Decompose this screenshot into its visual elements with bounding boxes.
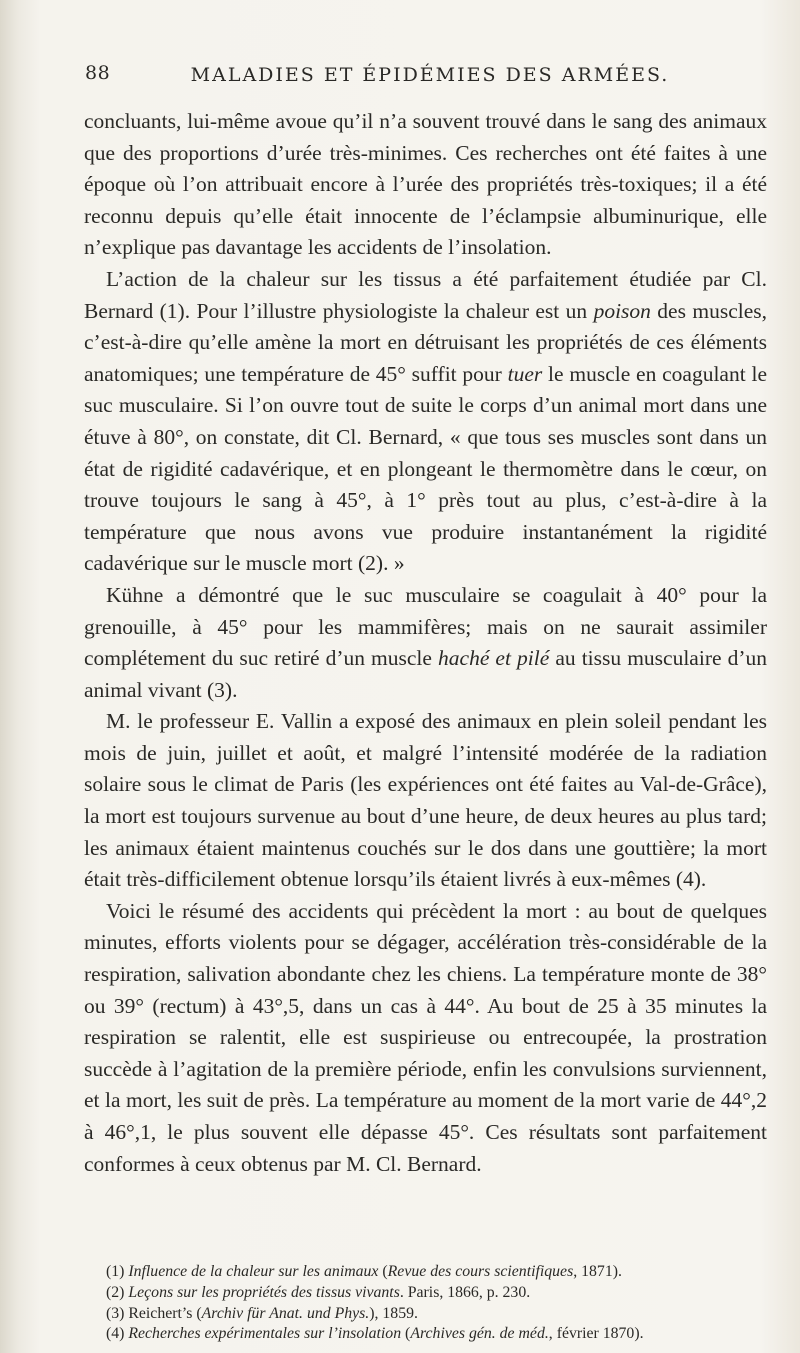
paragraph-3-text-c: au tissu musculaire d’un animal vivant (3).: [84, 646, 767, 702]
footnote-3-author: Reichert’s (: [128, 1304, 202, 1322]
running-title: MALADIES ET ÉPIDÉMIES DES ARMÉES.: [190, 64, 670, 86]
footnote-1-number: (1): [106, 1263, 129, 1280]
footnote-4: [106, 1324, 770, 1345]
paragraph-3-italic: haché et pilé: [438, 646, 550, 671]
page-header: [85, 62, 775, 90]
paragraph-4: M. le professeur E. Vallin a exposé des animaux en plein soleil pendant les mois de juin, juillet et août, et malgré l’intensité modérée de la radiation solaire sous le climat de Paris (les expériences ont été faites au Val-de-Grâce), la mort est toujours survenue au bout d’une heure, de deux heures au plus tard; les animaux étaient maintenus couchés sur le dos dans une gouttière; la mort était très-difficilement obtenue lorsqu’ils étaient livrés à eux-mêmes (4).: [84, 709, 767, 892]
footnote-4-journal: Archives gén. de méd.: [410, 1325, 549, 1343]
paragraph-2-text-e: le muscle en coagulant le suc musculaire. Si l’on ouvre tout de suite le corps d’un animal mort dans une étuve à 80°, on constate, dit Cl. Bernard, « que tous ses muscles sont dans un état de rigidité cadavérique, et en plongeant le thermomètre dans le cœur, on trouve toujours le sang à 45°, à 1° près tout au plus, c’est-à-dire à la température que nous avons vue produire instantanément la rigidité cadavérique sur le muscle mort (2). »: [84, 361, 767, 576]
paragraph-3-text-a: Kühne a démontré que le suc musculaire se coagulait à 40° pour la grenouille, à 45° pour les mammifères; mais on ne saurait assimiler complétement du suc retiré d’un muscle: [84, 582, 767, 671]
paragraph-5: Voici le résumé des accidents qui précèdent la mort : au bout de quelques minutes, efforts violents pour se dégager, accélération très-considérable de la respiration, salivation abondante chez les chiens. La température monte de 38° ou 39° (rectum) à 43°,5, dans un cas à 44°. Au bout de 25 à 35 minutes la respiration se ralentit, elle est suspirieuse ou entrecoupée, la prostration succède à l’agitation de la première période, enfin les convulsions surviennent, et la mort, les suit de près. La température au moment de la mort varie de 44°,2 à 46°,1, le plus souvent elle dépasse 45°. Ces résultats sont parfaitement conformes à ceux obtenus par M. Cl. Bernard.: [84, 898, 767, 1176]
footnote-2: [106, 1283, 770, 1304]
page-number: 88: [85, 62, 111, 84]
footnote-3-journal: Archiv für Anat. und Phys.: [201, 1304, 370, 1322]
footnote-2-number: (2): [106, 1283, 129, 1301]
footnote-1-rest: , 1871).: [573, 1263, 622, 1280]
footnote-1-journal: Revue des cours scientifiques: [387, 1263, 574, 1280]
body-text: [84, 106, 767, 1180]
footnote-2-title: Leçons sur les propriétés des tissus vivants: [128, 1283, 400, 1301]
footnote-1-paren: (: [378, 1263, 388, 1280]
paragraph-2-italic-tuer: tuer: [507, 361, 543, 386]
paragraph-2: [84, 264, 767, 580]
footnote-4-title: Recherches expérimentales sur l’insolation: [128, 1325, 402, 1343]
paragraph-2-text-a: L’action de la chaleur sur les tissus a été parfaitement étudiée par Cl. Bernard (1). Pour l’illustre physiologiste la chaleur est un: [84, 266, 767, 323]
footnote-2-rest: . Paris, 1866, p. 230.: [399, 1283, 531, 1301]
footnote-4-rest: , février 1870).: [548, 1325, 644, 1343]
paragraph-3: [84, 580, 767, 706]
footnote-3: [106, 1304, 770, 1325]
footnote-3-rest: ), 1859.: [369, 1304, 418, 1322]
paragraph-2-text-c: des muscles, c’est-à-dire qu’elle amène la mort en détruisant les propriétés de ces éléments anatomiques; une température de 45° suffit pour: [84, 298, 767, 386]
paragraph-2-italic-poison: poison: [593, 298, 651, 323]
footnote-4-number: (4): [106, 1325, 129, 1343]
paragraph-1: concluants, lui-même avoue qu’il n’a souvent trouvé dans le sang des animaux que des proportions d’urée très-minimes. Ces recherches ont été faites à une époque où l’on attribuait encore à l’urée des propriétés très-toxiques; il a été reconnu depuis qu’elle était innocente de l’éclampsie albuminurique, elle n’explique pas davantage les accidents de l’insolation.: [84, 109, 767, 260]
footnote-3-number: (3): [106, 1304, 129, 1322]
footnote-1-title: Influence de la chaleur sur les animaux: [128, 1263, 379, 1280]
footnote-4-paren: (: [401, 1325, 411, 1343]
footnote-1: [106, 1262, 770, 1283]
footnotes: [106, 1262, 770, 1345]
